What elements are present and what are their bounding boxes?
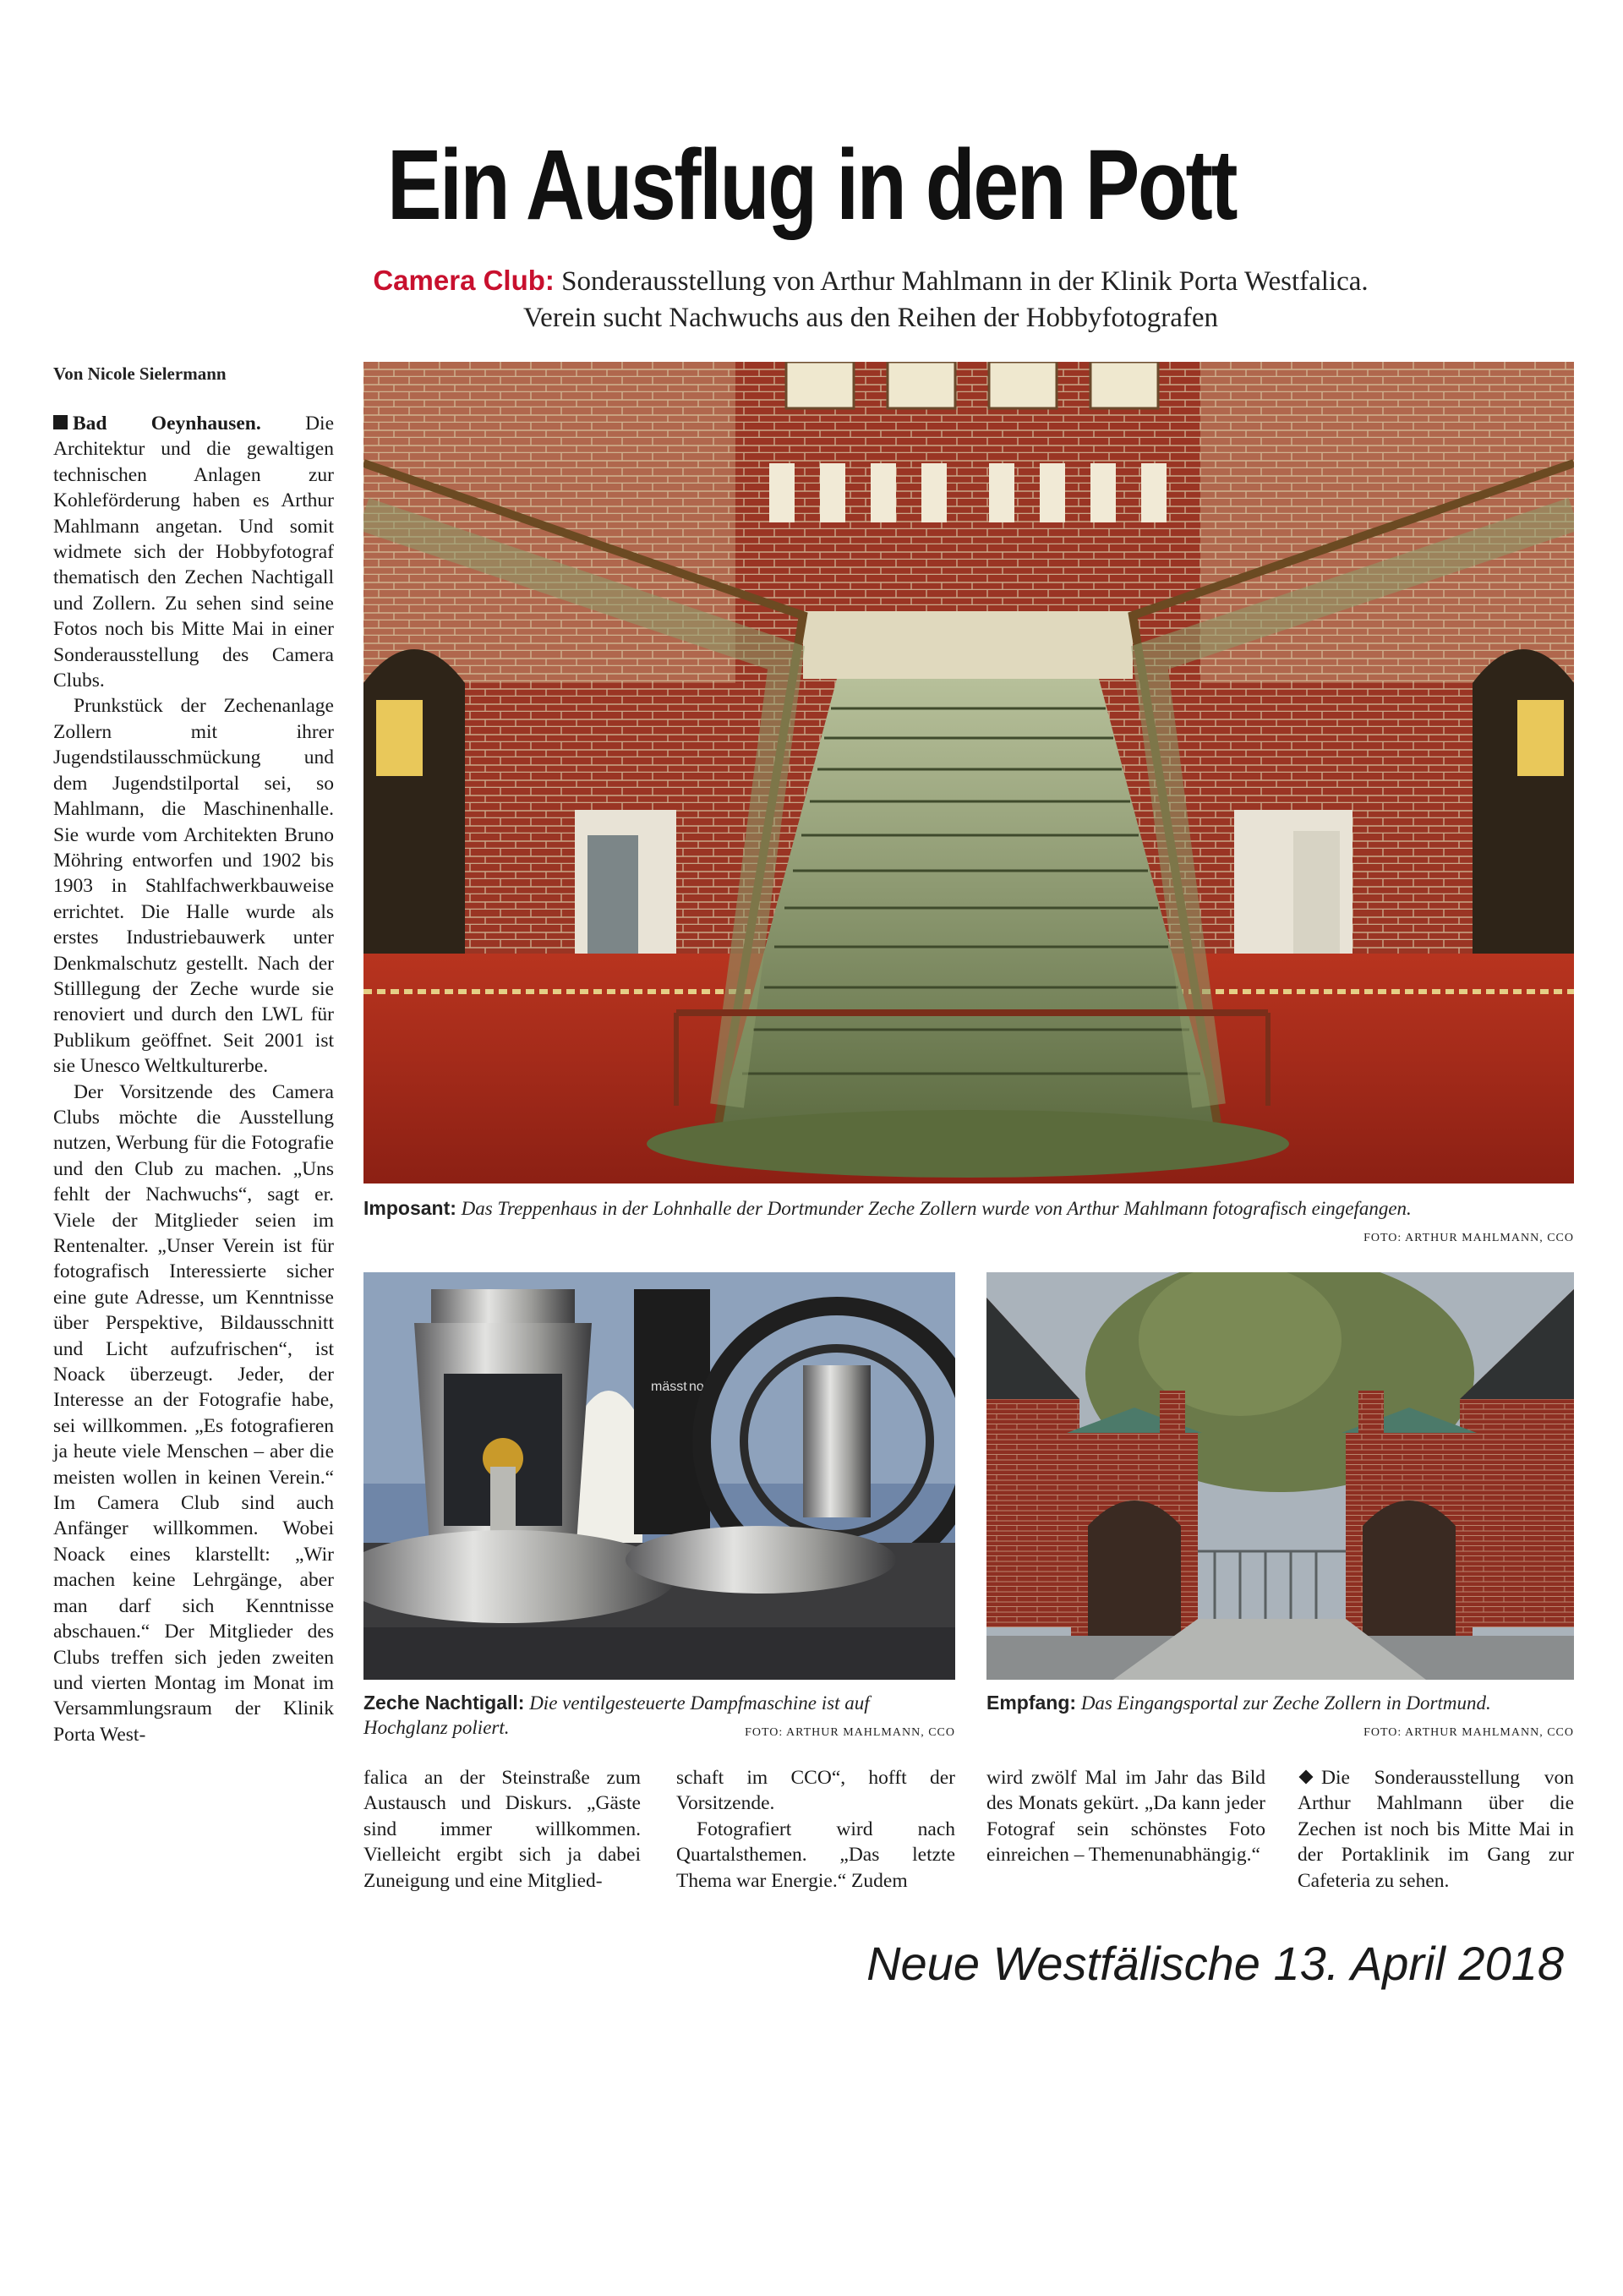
photo-credit: FOTO: ARTHUR MAHLMANN, CCO: [1363, 1726, 1574, 1739]
diamond-bullet-icon: [1299, 1770, 1314, 1785]
photo-entrance-gate: [986, 1272, 1574, 1680]
article-column-2: [363, 1765, 641, 1894]
caption-text: Das Eingangsportal zur Zeche Zollern in Dortmund.: [1080, 1692, 1491, 1714]
paragraph-1-text: Die Architektur und die gewaltigen technischen Anlagen zur Kohleförderung haben es Arthur Mahlmann angetan. Und somit widmete sich der Hobbyfotograf thematisch den Zechen Nachtigall und Zollern. Zu sehen sind seine Fotos noch bis Mitte Mai in einer Sonderausstellung des Camera Clubs.: [53, 413, 334, 692]
paragraph-col2: falica an der Steinstraße zum Austausch und Diskurs. „Gäste sind immer willkommen. Vielleicht ergibt sich ja dabei Zuneigung und eine Mitglied-: [363, 1767, 641, 1892]
article-column-1: [53, 411, 334, 1747]
dateline: Bad Oeynhausen.: [73, 413, 261, 435]
square-bullet-icon: [53, 415, 68, 429]
engine-label-2: norm: [689, 1380, 720, 1394]
caption-text: Das Treppenhaus in der Lohnhalle der Dortmunder Zeche Zollern wurde von Arthur Mahlmann fotografisch eingefangen.: [461, 1198, 1412, 1219]
paragraph-col5: [1298, 1765, 1574, 1894]
photo-credit: FOTO: ARTHUR MAHLMANN, CCO: [1363, 1232, 1574, 1244]
subheadline-2: Verein sucht Nachwuchs aus den Reihen der Hobbyfotografen: [523, 303, 1218, 333]
paragraph-col4: wird zwölf Mal im Jahr das Bild des Monats gekürt. „Da kann jeder Fotograf sein schönstes Foto einreichen – Themenunabhängig.“: [986, 1767, 1265, 1867]
photo-steam-engine: [363, 1272, 955, 1680]
article-column-5: [1298, 1765, 1574, 1894]
engine-label-1: mässt: [651, 1380, 687, 1394]
caption-staircase: [363, 1196, 1574, 1221]
caption-lead: Empfang:: [986, 1692, 1077, 1714]
caption-lead: Imposant:: [363, 1197, 456, 1219]
staircase-illustration: [363, 362, 1574, 1184]
paragraph-1: [53, 411, 334, 693]
paragraph-2: Prunkstück der Zechenanlage Zollern mit ihrer Jugendstilausschmückung und dem Jugendstilportal sei, so Mahlmann, die Maschinenhalle. Sie wurde vom Architekten Bruno Möhring entworfen und 1902 bis 1903 in Stahlfachwerkbauweise errichtet. Die Halle wurde als erstes Industriebauwerk unter Denkmalschutz gestellt. Nach der Stilllegung der Zeche wurde sie renoviert und durch den LWL für Publikum geöffnet. Seit 2001 ist sie Unesco Weltkulturerbe.: [53, 695, 334, 1078]
caption-entrance-gate: [986, 1691, 1574, 1715]
paragraph-col3-2: Fotografiert wird nach Quartalsthemen. „Das letzte Thema war Energie.“ Zudem: [676, 1818, 955, 1892]
kicker: Camera Club:: [373, 265, 555, 296]
headline: Ein Ausflug in den Pott: [386, 129, 1237, 241]
paragraph-col5-text: Die Sonderausstellung von Arthur Mahlmann über die Zechen ist noch bis Mitte Mai in der Portaklinik im Gang zur Cafeteria zu sehen.: [1298, 1767, 1574, 1892]
article-column-3: [676, 1765, 955, 1894]
paragraph-col3-1: schaft im CCO“, hofft der Vorsitzende.: [676, 1767, 955, 1815]
subheadline-text-1: Sonderausstellung von Arthur Mahlmann in der Klinik Porta Westfalica.: [561, 266, 1369, 297]
steam-engine-illustration: [363, 1272, 955, 1680]
photo-credit: FOTO: ARTHUR MAHLMANN, CCO: [745, 1726, 955, 1739]
photo-staircase: [363, 362, 1574, 1184]
paragraph-3: Der Vorsitzende des Camera Clubs möchte die Ausstellung nutzen, Werbung für die Fotografie und den Club zu machen. „Uns fehlt der Nachwuchs“, sagt er. Viele der Mitglieder seien im Rentenalter. „Unser Verein ist für fotografisch Interessierte sicher eine gute Adresse, um Kenntnisse über Perspektive, Bildausschnitt und Licht aufzufrischen“, ist Noack überzeugt. Jeder, der Interesse an der Fotografie habe, sei willkommen. „Es fotografieren ja heute viele Menschen – aber die meisten wollen in keinen Verein.“ Im Camera Club sind auch Anfänger willkommen. Wobei Noack eines klarstellt: „Wir machen keine Lehrgänge, aber man darf sich Kenntnisse abschauen.“ Der Mitglieder des Clubs treffen sich jeden zweiten und vierten Montag im Monat im Versammlungsraum der Klinik Porta West-: [53, 1080, 334, 1746]
gate-illustration: [986, 1272, 1574, 1680]
caption-text: Die ventilgesteuerte Dampfmaschine ist auf Hochglanz poliert.: [363, 1692, 870, 1738]
article-column-4: [986, 1765, 1265, 1868]
subheadline-1: [194, 262, 1547, 300]
source-signature: Neue Westfälische 13. April 2018: [866, 1937, 1564, 1990]
byline: Von Nicole Sielermann: [53, 364, 227, 384]
caption-lead: Zeche Nachtigall:: [363, 1692, 525, 1714]
